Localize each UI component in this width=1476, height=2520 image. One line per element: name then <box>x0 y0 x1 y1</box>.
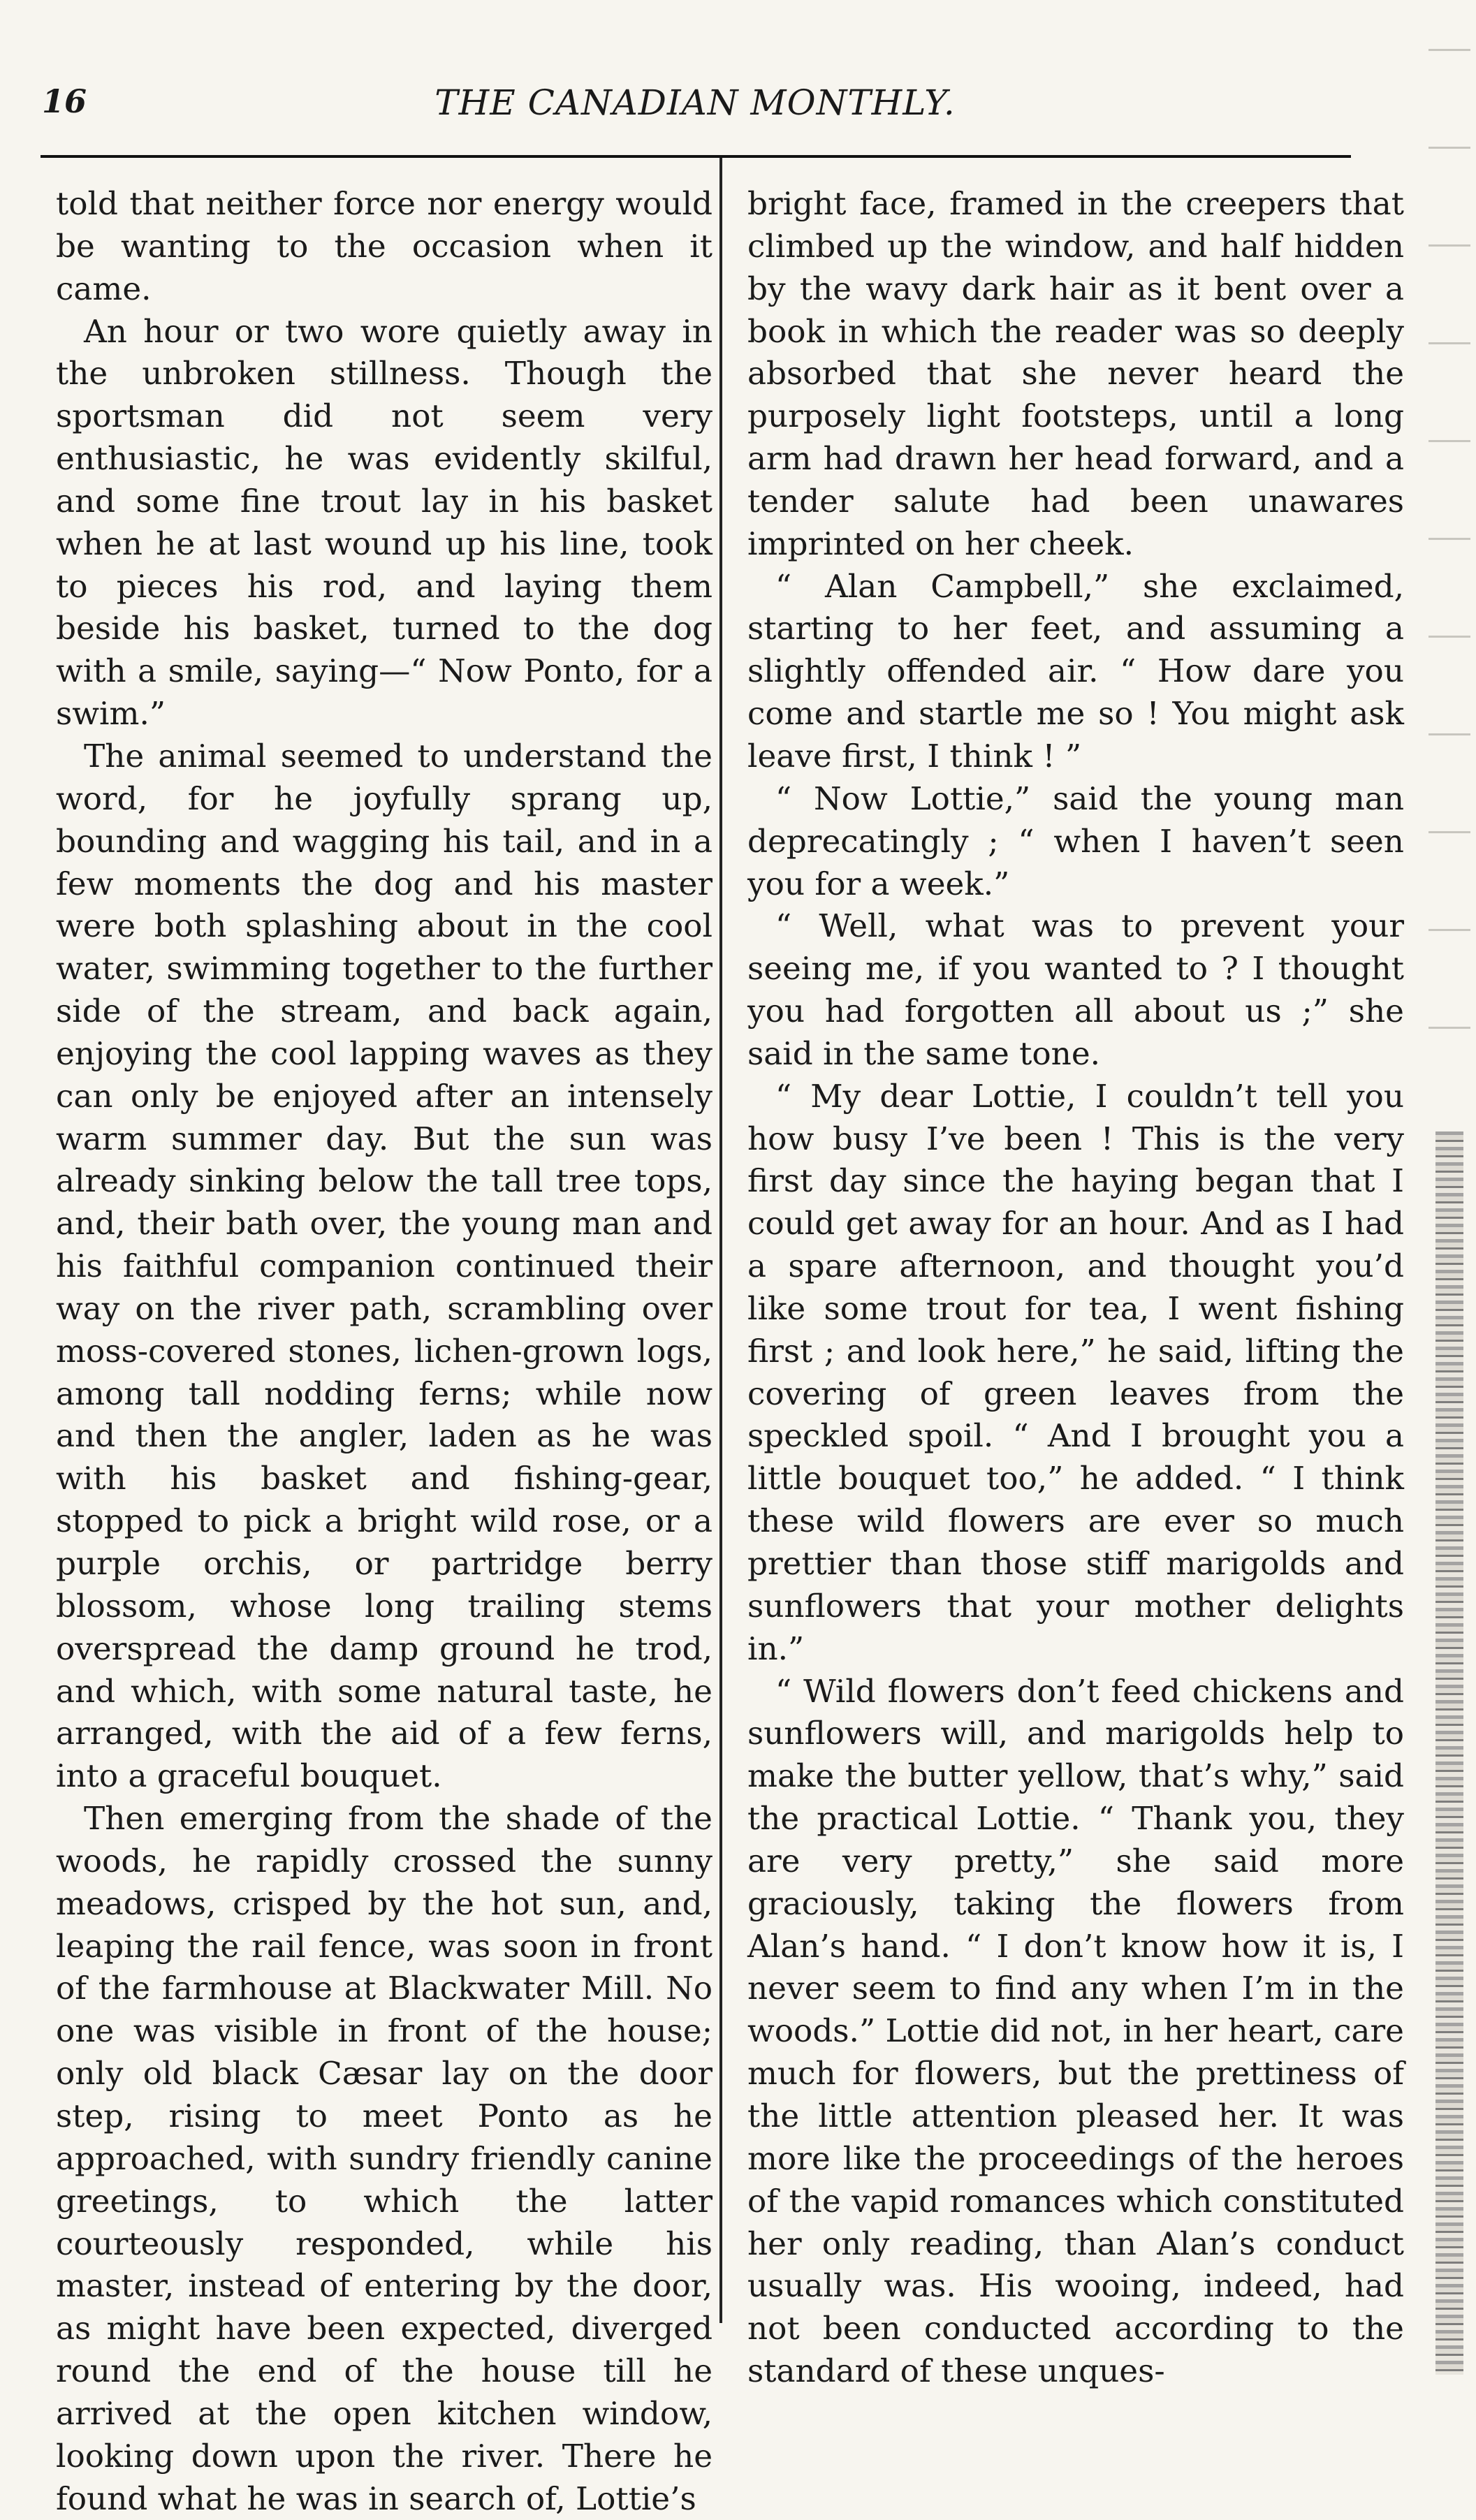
paragraph: told that neither force nor energy would be wanting to the occasion when it came. <box>56 185 713 307</box>
header-rule <box>41 155 1351 158</box>
paragraph: “ My dear Lottie, I couldn’t tell you how busy I’ve been ! This is the very first day since the haying began that I could get away for an hour. And as I had a spare afternoon, and thought you’d like some trout for tea, I went fishing first ; and look here,” he said, lifting the covering of green leaves from the speckled spoil. “ And I brought you a little bouquet too,” he added. “ I think these wild flowers are ever so much prettier than those stiff marigolds and sunflowers that your mother delights in.” <box>747 1077 1404 1667</box>
paragraph: “ Alan Campbell,” she exclaimed, starting to her feet, and assuming a slightly offended air. “ How dare you come and startle me so ! You might ask leave first, I think ! ” <box>747 567 1404 775</box>
paragraph: “ Wild flowers don’t feed chickens and sunflowers will, and marigolds help to make the butter yellow, that’s why,” said the practical Lottie. “ Thank you, they are very pretty,” she said more graciously, taking the flowers from Alan’s hand. “ I don’t know how it is, I never seem to find any when I’m in the woods.” Lottie did not, in her heart, care much for flowers, but the prettiness of the little attention pleased her. It was more like the proceedings of the heroes of the vapid romances which constituted her only reading, than Alan’s conduct usually was. His wooing, indeed, had not been conducted according to the standard of these unques- <box>747 1672 1404 2390</box>
running-title: THE CANADIAN MONTHLY. <box>434 82 956 123</box>
column-divider <box>719 158 722 2323</box>
scan-binding-edge <box>1435 1131 1463 2375</box>
paragraph: “ Well, what was to prevent your seeing me, if you wanted to ? I thought you had forgotten all about us ;” she said in the same tone. <box>747 907 1404 1072</box>
paragraph: “ Now Lottie,” said the young man deprecatingly ; “ when I haven’t seen you for a week.” <box>747 779 1404 902</box>
paragraph: bright face, framed in the creepers that climbed up the window, and half hidden by the wavy dark hair as it bent over a book in which the reader was so deeply absorbed that she never heard the purposely light footsteps, until a long arm had drawn her head forward, and a tender salute had been unawares imprinted on her cheek. <box>747 185 1404 562</box>
page-number: 16 <box>42 82 87 120</box>
right-column <box>747 183 1404 2393</box>
paragraph: An hour or two wore quietly away in the unbroken stillness. Though the sportsman did not seem very enthusiastic, he was evidently skilful, and some fine trout lay in his basket when he at last wound up his line, took to pieces his rod, and laying them beside his basket, turned to the dog with a smile, saying—“ Now Ponto, for a swim.” <box>56 312 713 733</box>
paragraph: Then emerging from the shade of the woods, he rapidly crossed the sunny meadows, crisped by the hot sun, and, leaping the rail fence, was soon in front of the farmhouse at Blackwater Mill. No one was visible in front of the house; only old black Cæsar lay on the door step, rising to meet Ponto as he approached, with sundry friendly canine greetings, to which the latter courteously responded, while his master, instead of entering by the door, as might have been expected, diverged round the end of the house till he arrived at the open kitchen window, looking down upon the river. There he found what he was in search of, Lottie’s <box>56 1800 713 2517</box>
paragraph: The animal seemed to understand the word, for he joyfully sprang up, bounding and wagging his tail, and in a few moments the dog and his master were both splashing about in the cool water, swimming together to the further side of the stream, and back again, enjoying the cool lapping waves as they can only be enjoyed after an intensely warm summer day. But the sun was already sinking below the tall tree tops, and, their bath over, the young man and his faithful companion continued their way on the river path, scrambling over moss-covered stones, lichen-grown logs, among tall nodding ferns; while now and then the angler, laden as he was with his basket and fishing-gear, stopped to pick a bright wild rose, or a purple orchis, or partridge berry blossom, whose long trailing stems overspread the damp ground he trod, and which, with some natural taste, he arranged, with the aid of a few ferns, into a graceful bouquet. <box>56 737 713 1795</box>
scan-edge-specks <box>1428 0 1470 1118</box>
page-header <box>42 82 1348 138</box>
left-column <box>56 183 713 2520</box>
